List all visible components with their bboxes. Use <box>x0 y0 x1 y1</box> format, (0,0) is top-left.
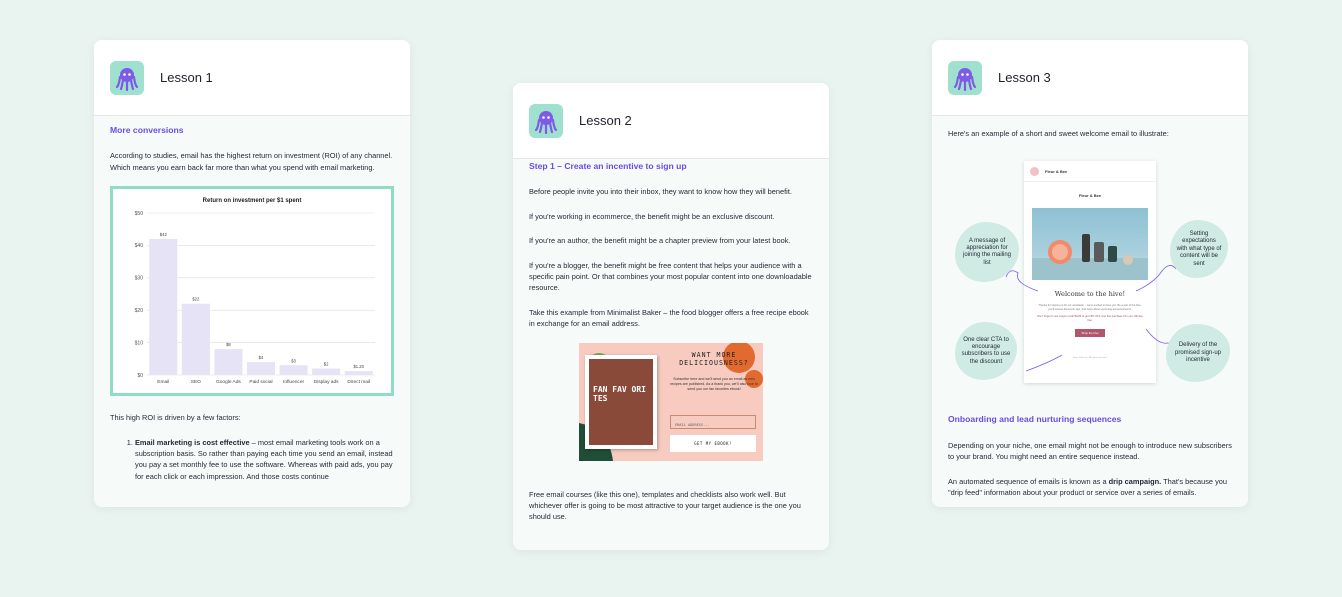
ad-ebook-button: GET MY EBOOK! <box>670 435 756 452</box>
paragraph <box>948 476 1232 499</box>
lesson-title: Lesson 2 <box>579 113 632 128</box>
octopus-icon <box>110 61 144 95</box>
bar <box>247 362 275 375</box>
ebook-signup-image <box>579 343 763 461</box>
lesson-card-2 <box>513 83 829 550</box>
bar <box>149 239 177 375</box>
email-preview <box>1024 161 1156 383</box>
lesson-content[interactable] <box>932 128 1248 507</box>
ebook-title: FAN FAV ORI TES <box>593 384 646 403</box>
email-footer: Fleur & Bee Inc. All rights reserved. <box>1072 357 1108 360</box>
x-tick-label: Google Ads <box>216 380 241 386</box>
data-label: $1.20 <box>353 364 364 370</box>
paragraph: Before people invite you into their inbox, they want to know how they will benefit. <box>529 187 792 197</box>
data-label: $4 <box>258 355 264 361</box>
x-tick-label: Display ads <box>313 380 339 386</box>
paragraph: This high ROI is driven by a few factors: <box>110 413 241 423</box>
x-tick-label: Paid social <box>249 380 273 386</box>
email-cta-button: Shop the hive <box>1075 329 1105 337</box>
brand-bar-name: Fleur & Bee <box>1045 168 1068 174</box>
data-label: $22 <box>192 296 200 302</box>
email-brand-bar <box>1024 161 1156 182</box>
paragraph: Depending on your niche, one email might not be enough to introduce new subscribers to your brand. You might need an entire sequence instead. <box>948 440 1232 462</box>
section-heading: Step 1 – Create an incentive to sign up <box>529 161 687 171</box>
brand-logo-icon <box>1030 167 1039 176</box>
section-heading: More conversions <box>110 125 184 135</box>
factor-list <box>110 437 394 483</box>
data-label: $42 <box>159 232 167 238</box>
lesson-title: Lesson 3 <box>998 70 1051 85</box>
x-tick-label: SEO <box>190 380 201 386</box>
bar <box>214 349 242 375</box>
paragraph-text: That's because you "drip feed" information about your product or service over a series of emails. <box>948 476 1227 498</box>
paragraph-text: An automated sequence of emails is known as a <box>948 476 1109 486</box>
card-header <box>932 40 1248 116</box>
lesson-card-3 <box>932 40 1248 507</box>
y-tick-label: $20 <box>134 308 143 315</box>
list-item <box>135 437 394 483</box>
y-tick-label: $30 <box>134 275 143 282</box>
ad-email-field: EMAIL ADDRESS... <box>670 415 756 429</box>
card-header <box>94 40 410 116</box>
lesson-title: Lesson 1 <box>160 70 213 85</box>
octopus-icon <box>948 61 982 95</box>
list-item-text: – most email marketing tools work on a subscription basis. So rather than paying each time you send an email, instead you pay a set monthly fee to use the software. Whereas with paid ads, you pay for each click or each impression. And those costs continue <box>135 437 393 481</box>
x-tick-label: Influencer <box>283 380 305 386</box>
callout-bubble: Delivery of the promised sign-up incentive <box>1166 324 1230 382</box>
roi-chart <box>110 186 394 396</box>
lesson-content[interactable] <box>94 125 410 507</box>
section-heading: Onboarding and lead nurturing sequences <box>948 414 1122 425</box>
callout-bubble: One clear CTA to encourage subscribers to use the discount <box>955 322 1017 380</box>
list-item-bold: Email marketing is cost effective <box>135 437 250 447</box>
bar <box>182 304 210 375</box>
bar <box>280 365 308 375</box>
paragraph: Free email courses (like this one), templates and checklists also work well. But whichever offer is going to be most attractive to your target audience is the one you should use. <box>529 489 801 522</box>
paragraph: Take this example from Minimalist Baker – the food blogger offers a free recipe ebook in exchange for an email address. <box>529 307 809 329</box>
data-label: $3 <box>291 358 296 364</box>
lesson-content[interactable] <box>513 161 829 550</box>
callout-bubble: Setting expectations with what type of content will be sent <box>1170 220 1228 278</box>
y-tick-label: $50 <box>134 211 143 218</box>
x-tick-label: Email <box>157 380 170 386</box>
bar <box>345 371 373 375</box>
welcome-email-illustration <box>948 159 1232 404</box>
lesson-card-1 <box>94 40 410 507</box>
product-photo <box>1032 208 1148 280</box>
ad-text: Subscribe here and we'll send you an email as new recipes are published. As a thank you, we'll also love to send you our fan favorites ebook! <box>670 376 758 391</box>
ad-heading: WANT MORE DELICIOUSNESS? <box>679 350 749 367</box>
paragraph: If you're an author, the benefit might be a chapter preview from your latest book. <box>529 236 791 246</box>
paragraph-bold: drip campaign. <box>1108 476 1162 486</box>
paragraph: If you're a blogger, the benefit might be free content that helps your audience with a specific pain point. Or that combines your most popular content into one downloadable resource. <box>529 260 812 293</box>
octopus-icon <box>529 104 563 138</box>
chart-title: Return on investment per $1 spent <box>202 198 302 205</box>
ebook-cover <box>585 355 657 449</box>
callout-bubble: A message of appreciation for joining the mailing list <box>955 222 1019 282</box>
email-coupon-text: Don't forget to use coupon code BUZZ to get 15% OFF your first purchase from our 100 day free. <box>1037 315 1143 323</box>
data-label: $8 <box>226 342 231 348</box>
paragraph: If you're working in ecommerce, the benefit might be an exclusive discount. <box>529 211 775 221</box>
y-tick-label: $10 <box>134 340 143 347</box>
card-header <box>513 83 829 159</box>
y-tick-label: $0 <box>137 373 143 380</box>
email-brand: Fleur & Bee <box>1078 193 1102 199</box>
x-tick-label: Direct mail <box>347 380 371 386</box>
paragraph: Here's an example of a short and sweet welcome email to illustrate: <box>948 129 1169 138</box>
chart-svg <box>113 189 393 393</box>
paragraph: According to studies, email has the highest return on investment (ROI) of any channel. Which means you earn back far more than what you spend with email marketing. <box>110 151 393 172</box>
email-copy: Thanks for signing up for our newsletter – we're excited to have you. Be a part of the hive, you'll receive discounts, tips, and news about upcoming announcements. <box>1038 304 1142 312</box>
data-label: $2 <box>323 361 329 367</box>
bar <box>312 369 340 375</box>
y-tick-label: $40 <box>134 243 143 250</box>
email-welcome: Welcome to the hive! <box>1054 289 1126 298</box>
